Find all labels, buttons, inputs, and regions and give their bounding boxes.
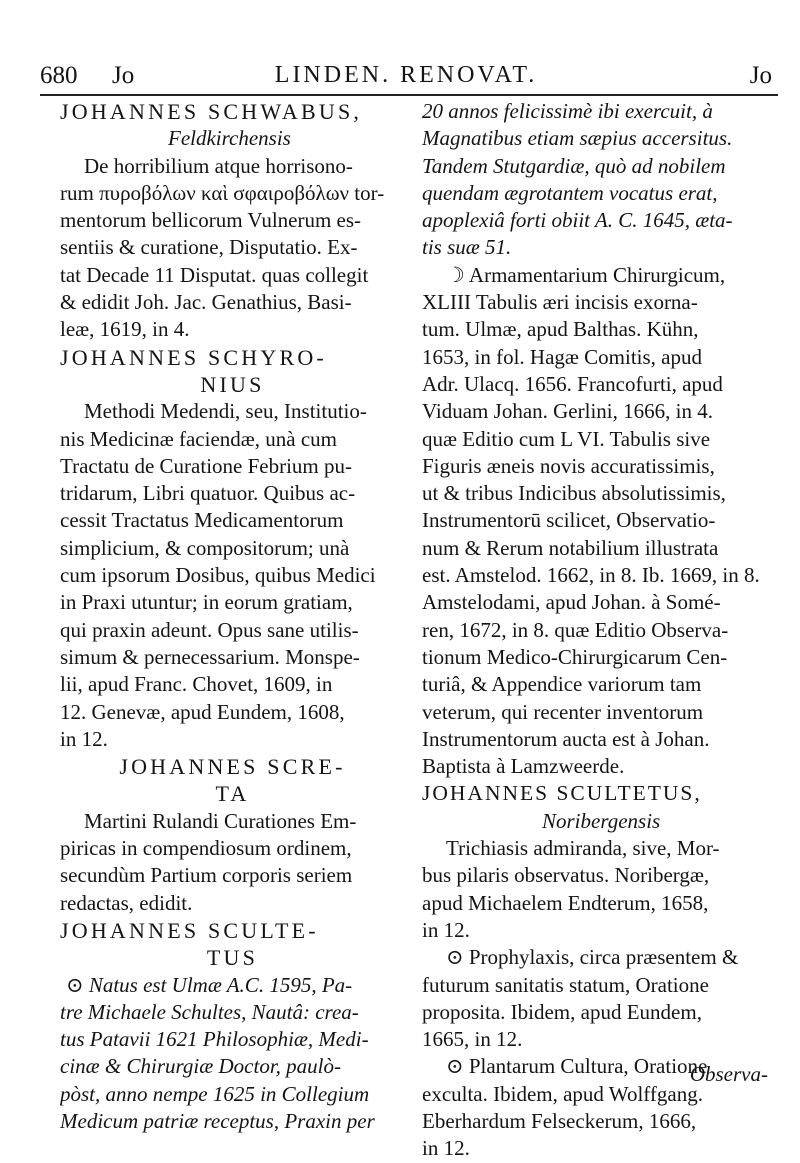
text-line: quæ Editio cum L VI. Tabulis sive [422, 426, 711, 451]
text-line: tis suæ 51. [422, 235, 512, 260]
right-column [422, 98, 772, 1163]
text-line: quendam ægrotantem vocatus erat, [422, 180, 718, 205]
text-line: nis Medicinæ faciendæ, unà cum [60, 426, 338, 451]
text-line: XLIII Tabulis æri incisis exorna- [422, 290, 698, 315]
text-line: turiâ, & Appendice variorum tam [422, 672, 702, 697]
text-line: Methodi Medendi, seu, Institutio- [84, 399, 367, 424]
header-rule [40, 94, 778, 96]
text-line: simum & pernecessarium. Monspe- [60, 644, 360, 669]
text-line: proposita. Ibidem, apud Eundem, [422, 999, 702, 1024]
text-line: in 12. [422, 1136, 470, 1161]
text-line: in Praxi utuntur; in eorum gratiam, [60, 590, 353, 615]
text-line: tionum Medico-Chirurgicarum Cen- [422, 644, 728, 669]
text-line: Tandem Stutgardiæ, quò ad nobilem [422, 153, 726, 178]
text-line: mentorum bellicorum Vulnerum es- [60, 208, 362, 233]
text-line: Medicum patriæ receptus, Praxin per [60, 1108, 375, 1133]
text-line: Trichiasis admiranda, sive, Mor- [446, 836, 720, 861]
text-line: redactas, edidit. [60, 890, 193, 915]
text-line: ⊙ Plantarum Cultura, Oratione [446, 1054, 708, 1079]
text-line: Figuris æneis novis accuratissimis, [422, 453, 715, 478]
page-number: 680 [40, 62, 78, 89]
running-header [40, 62, 772, 96]
text-line: qui praxin adeunt. Opus sane utilis- [60, 617, 359, 642]
text-line: veterum, qui recenter inventorum [422, 699, 704, 724]
text-line: tum. Ulmæ, apud Balthas. Kühn, [422, 317, 699, 342]
text-line: apoplexiâ forti obiit A. C. 1645, æta- [422, 208, 733, 233]
text-line: simplicium, & compositorum; unà [60, 535, 350, 560]
text-line: exculta. Ibidem, apud Wolffgang. [422, 1081, 703, 1106]
text-line: lii, apud Franc. Chovet, 1609, in [60, 672, 333, 697]
text-line: bus pilaris observatus. Noribergæ, [422, 863, 710, 888]
text-line: apud Michaelem Endterum, 1658, [422, 890, 709, 915]
entry-heading: NIUS [200, 371, 265, 397]
right-running-head: Jo [749, 62, 772, 89]
entry-heading: JOHANNES SCHWABUS, [60, 99, 363, 124]
text-line: secundùm Partium corporis seriem [60, 863, 353, 888]
entry-heading: JOHANNES SCHYRO- [60, 344, 327, 370]
text-line: pòst, anno nempe 1625 in Collegium [60, 1081, 370, 1106]
text-line: tus Patavii 1621 Philosophiæ, Medi- [60, 1027, 369, 1052]
text-line: futurum sanitatis statum, Oratione [422, 972, 709, 997]
text-line: tre Michaele Schultes, Nautâ: crea- [60, 999, 359, 1024]
text-line: Noribergensis [542, 808, 661, 833]
text-line: ren, 1672, in 8. quæ Editio Observa- [422, 617, 729, 642]
running-title: LINDEN. RENOVAT. [274, 62, 538, 88]
text-line: ⊙ Natus est Ulmæ A.C. 1595, Pa- [66, 972, 353, 997]
text-line: cum ipsorum Dosibus, quibus Medici [60, 563, 376, 588]
text-line: Adr. Ulacq. 1656. Francofurti, apud [422, 371, 723, 396]
entry-heading: JOHANNES SCRE- [119, 754, 346, 780]
text-line: Amstelodami, apud Johan. à Somé- [422, 590, 721, 615]
left-column [60, 98, 405, 1135]
text-line: piricas in compendiosum ordinem, [60, 836, 352, 861]
text-line: 12. Genevæ, apud Eundem, 1608, [60, 699, 345, 724]
text-line: Magnatibus etiam sæpius accersitus. [422, 126, 733, 151]
text-line: in 12. [422, 917, 470, 942]
entry-heading: JOHANNES SCULTETUS, [422, 781, 702, 806]
text-line: rum πυροβόλων καὶ σφαιροβόλων tor- [60, 180, 385, 205]
text-line: cessit Tractatus Medicamentorum [60, 508, 344, 533]
text-line: in 12. [60, 726, 108, 751]
text-line: Martini Rulandi Curationes Em- [84, 808, 357, 833]
catchword: Observa- [689, 1062, 768, 1086]
text-line: Viduam Johan. Gerlini, 1666, in 4. [422, 399, 713, 424]
text-line: num & Rerum notabilium illustrata [422, 535, 719, 560]
text-line: est. Amstelod. 1662, in 8. Ib. 1669, in 8. [422, 563, 760, 588]
text-line: Baptista à Lamzweerde. [422, 754, 625, 779]
text-line: tridarum, Libri quatuor. Quibus ac- [60, 481, 356, 506]
entry-heading: TA [215, 781, 250, 807]
text-line: ⊙ Prophylaxis, circa præsentem & [446, 945, 739, 970]
entry-heading: TUS [206, 945, 259, 971]
text-line: leæ, 1619, in 4. [60, 317, 190, 342]
text-line: & edidit Joh. Jac. Genathius, Basi- [60, 290, 352, 315]
text-line: sentiis & curatione, Disputatio. Ex- [60, 235, 358, 260]
text-line: Eberhardum Felseckerum, 1666, [422, 1108, 697, 1133]
text-line: ☽ Armamentarium Chirurgicum, [446, 262, 726, 287]
text-line: tat Decade 11 Disputat. quas collegit [60, 262, 369, 287]
text-line: De horribilium atque horrisono- [84, 153, 353, 178]
text-line: 20 annos felicissimè ibi exercuit, à [422, 99, 713, 123]
text-line: 1665, in 12. [422, 1027, 523, 1052]
entry-heading: JOHANNES SCULTE- [60, 917, 319, 943]
text-line: cinæ & Chirurgiæ Doctor, paulò- [60, 1054, 341, 1079]
text-line: Feldkirchensis [168, 126, 291, 151]
text-line: Tractatu de Curatione Febrium pu- [60, 453, 353, 478]
text-line: ut & tribus Indicibus absolutissimis, [422, 481, 726, 506]
text-line: Instrumentorum aucta est à Johan. [422, 726, 710, 751]
text-line: Instrumentorū scilicet, Observatio- [422, 508, 716, 533]
text-line: 1653, in fol. Hagæ Comitis, apud [422, 344, 702, 369]
left-running-head: Jo [112, 62, 135, 89]
